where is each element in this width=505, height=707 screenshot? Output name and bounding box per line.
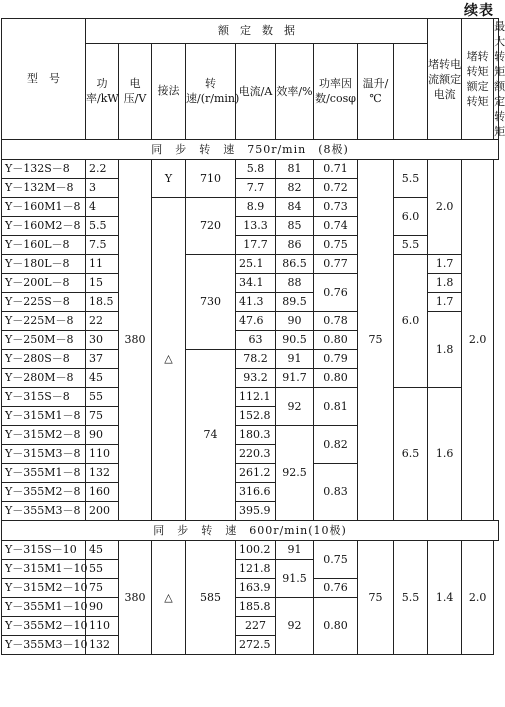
table-cell-efficiency: 89.5 [276, 293, 314, 312]
table-cell-efficiency: 92.5 [276, 426, 314, 521]
table-cell-power: 37 [86, 350, 119, 369]
table-cell-power: 110 [86, 617, 119, 636]
header-current: 电流/A [236, 43, 276, 139]
table-cell-power: 30 [86, 331, 119, 350]
table-cell-locked-current: 5.5 [394, 541, 428, 655]
header-power-factor: 功率因数/cosφ [314, 43, 358, 139]
header-voltage: 电压/V [119, 43, 152, 139]
table-cell-locked-current: 6.0 [394, 255, 428, 388]
table-cell-power: 160 [86, 483, 119, 502]
table-cell-efficiency: 91.5 [276, 560, 314, 598]
header-speed: 转速/(r/min) [186, 43, 236, 139]
table-cell-current: 7.7 [236, 179, 276, 198]
table-cell-pf: 0.78 [314, 312, 358, 331]
table-cell-pf: 0.76 [314, 579, 358, 598]
table-cell-power: 90 [86, 598, 119, 617]
table-cell-power: 75 [86, 407, 119, 426]
table-cell-current: 272.5 [236, 636, 276, 655]
table-cell-locked-torque: 1.7 [428, 255, 462, 274]
table-cell-connection: △ [152, 198, 186, 521]
table-cell-temp: 75 [358, 541, 394, 655]
table-cell-power: 132 [86, 464, 119, 483]
table-cell-pf: 0.73 [314, 198, 358, 217]
table-cell-power: 22 [86, 312, 119, 331]
table-cell-power: 75 [86, 579, 119, 598]
table-cell-locked-torque: 2.0 [428, 160, 462, 255]
table-cell-model: Y－160L－8 [2, 236, 86, 255]
table-cell-connection: Y [152, 160, 186, 198]
table-cell-efficiency: 90.5 [276, 331, 314, 350]
table-cell-current: 78.2 [236, 350, 276, 369]
table-cell-model: Y－132S－8 [2, 160, 86, 179]
table-cell-power: 45 [86, 541, 119, 560]
table-cell-current: 47.6 [236, 312, 276, 331]
table-cell-model: Y－315M2－8 [2, 426, 86, 445]
table-cell-current: 152.8 [236, 407, 276, 426]
table-cell-pf: 0.75 [314, 541, 358, 579]
section-600rpm: 同 步 转 速 600r/min(10极) [2, 521, 499, 541]
table-cell-power: 45 [86, 369, 119, 388]
table-cell-current: 8.9 [236, 198, 276, 217]
table-cell-efficiency: 90 [276, 312, 314, 331]
table-cell-power: 18.5 [86, 293, 119, 312]
header-efficiency: 效率/% [276, 43, 314, 139]
header-locked-torque: 堵转转矩额定转矩 [462, 19, 494, 140]
table-cell-current: 63 [236, 331, 276, 350]
table-cell-speed: 710 [186, 160, 236, 198]
table-cell-efficiency: 92 [276, 598, 314, 655]
motor-data-table [1, 18, 505, 655]
table-cell-power: 90 [86, 426, 119, 445]
table-cell-model: Y－250M－8 [2, 331, 86, 350]
table-cell-pf: 0.83 [314, 464, 358, 521]
table-cell-model: Y－355M2－10 [2, 617, 86, 636]
table-cell-efficiency: 82 [276, 179, 314, 198]
table-cell-current: 220.3 [236, 445, 276, 464]
table-cell-speed: 730 [186, 255, 236, 350]
table-cell-locked-torque: 1.4 [428, 541, 462, 655]
table-cell-model: Y－132M－8 [2, 179, 86, 198]
table-cell-model: Y－355M1－10 [2, 598, 86, 617]
table-cell-model: Y－180L－8 [2, 255, 86, 274]
header-locked-current: 堵转电流额定电流 [428, 19, 462, 140]
table-cell-pf: 0.81 [314, 388, 358, 426]
table-cell-model: Y－225S－8 [2, 293, 86, 312]
table-cell-efficiency: 92 [276, 388, 314, 426]
table-cell-voltage: 380 [119, 541, 152, 655]
header-max-torque: 最大转矩额定转矩 [494, 20, 505, 138]
table-cell-pf: 0.75 [314, 236, 358, 255]
header-power: 功率/kW [86, 43, 119, 139]
table-cell-power: 200 [86, 502, 119, 521]
table-cell-current: 261.2 [236, 464, 276, 483]
table-cell-power: 11 [86, 255, 119, 274]
table-cell-efficiency: 85 [276, 217, 314, 236]
table-cell-max-torque: 2.0 [462, 160, 494, 521]
table-cell-efficiency: 91.7 [276, 369, 314, 388]
table-cell-model: Y－315S－8 [2, 388, 86, 407]
table-cell-power: 15 [86, 274, 119, 293]
table-cell-locked-current: 6.0 [394, 198, 428, 236]
table-cell-locked-current: 5.5 [394, 236, 428, 255]
table-cell-current: 395.9 [236, 502, 276, 521]
table-cell-pf: 0.80 [314, 598, 358, 655]
table-cell-current: 180.3 [236, 426, 276, 445]
table-cell-efficiency: 91 [276, 350, 314, 369]
table-cell-model: Y－315M1－10 [2, 560, 86, 579]
header-model: 型 号 [2, 19, 86, 140]
table-cell-current: 185.8 [236, 598, 276, 617]
table-cell-power: 5.5 [86, 217, 119, 236]
table-cell-model: Y－355M1－8 [2, 464, 86, 483]
table-cell-locked-torque: 1.6 [428, 388, 462, 521]
table-cell-pf: 0.80 [314, 369, 358, 388]
table-cell-locked-current: 5.5 [394, 160, 428, 198]
table-cell-current: 17.7 [236, 236, 276, 255]
table-cell-model: Y－315M3－8 [2, 445, 86, 464]
table-cell-efficiency: 86.5 [276, 255, 314, 274]
table-cell-model: Y－280M－8 [2, 369, 86, 388]
table-cell-efficiency: 91 [276, 541, 314, 560]
table-cell-locked-current: 6.5 [394, 388, 428, 521]
table-cell-model: Y－160M2－8 [2, 217, 86, 236]
table-cell-pf: 0.74 [314, 217, 358, 236]
table-cell-power: 7.5 [86, 236, 119, 255]
table-cell-current: 34.1 [236, 274, 276, 293]
table-cell-model: Y－315S－10 [2, 541, 86, 560]
table-cell-current: 316.6 [236, 483, 276, 502]
table-cell-speed: 74 [186, 350, 236, 521]
table-cell-pf: 0.79 [314, 350, 358, 369]
table-cell-model: Y－355M3－8 [2, 502, 86, 521]
table-cell-locked-torque: 1.8 [428, 274, 462, 293]
section-750rpm: 同 步 转 速 750r/min (8极) [2, 140, 499, 160]
table-cell-pf: 0.82 [314, 426, 358, 464]
header-connection: 接法 [152, 43, 186, 139]
header-rated-data: 额 定 数 据 [86, 19, 428, 44]
table-cell-connection: △ [152, 541, 186, 655]
table-cell-temp: 75 [358, 160, 394, 521]
table-cell-voltage: 380 [119, 160, 152, 521]
table-cell-power: 55 [86, 388, 119, 407]
table-cell-model: Y－315M1－8 [2, 407, 86, 426]
table-cell-current: 25.1 [236, 255, 276, 274]
table-cell-locked-torque: 1.8 [428, 312, 462, 388]
table-cell-pf: 0.77 [314, 255, 358, 274]
table-cell-power: 3 [86, 179, 119, 198]
table-cell-pf: 0.71 [314, 160, 358, 179]
table-cell-current: 13.3 [236, 217, 276, 236]
table-cell-efficiency: 81 [276, 160, 314, 179]
table-cell-current: 163.9 [236, 579, 276, 598]
table-cell-power: 110 [86, 445, 119, 464]
table-cell-speed: 585 [186, 541, 236, 655]
table-cell-efficiency: 86 [276, 236, 314, 255]
table-cell-efficiency: 88 [276, 274, 314, 293]
table-cell-pf: 0.76 [314, 274, 358, 312]
table-cell-pf: 0.80 [314, 331, 358, 350]
header-temp-rise: 温升/℃ [358, 43, 394, 139]
table-caption: 续表 [464, 3, 494, 19]
table-cell-power: 55 [86, 560, 119, 579]
table-cell-model: Y－355M3－10 [2, 636, 86, 655]
table-cell-current: 100.2 [236, 541, 276, 560]
table-cell-model: Y－160M1－8 [2, 198, 86, 217]
table-cell-model: Y－200L－8 [2, 274, 86, 293]
table-cell-current: 5.8 [236, 160, 276, 179]
table-cell-power: 4 [86, 198, 119, 217]
table-cell-model: Y－225M－8 [2, 312, 86, 331]
table-cell-current: 121.8 [236, 560, 276, 579]
table-cell-current: 93.2 [236, 369, 276, 388]
table-cell-efficiency: 84 [276, 198, 314, 217]
table-cell-locked-torque: 1.7 [428, 293, 462, 312]
table-cell-current: 112.1 [236, 388, 276, 407]
table-cell-max-torque: 2.0 [462, 541, 494, 655]
table-cell-model: Y－355M2－8 [2, 483, 86, 502]
table-cell-pf: 0.72 [314, 179, 358, 198]
table-cell-model: Y－315M2－10 [2, 579, 86, 598]
table-cell-power: 2.2 [86, 160, 119, 179]
table-cell-power: 132 [86, 636, 119, 655]
table-cell-current: 227 [236, 617, 276, 636]
table-cell-model: Y－280S－8 [2, 350, 86, 369]
table-cell-current: 41.3 [236, 293, 276, 312]
table-cell-speed: 720 [186, 198, 236, 255]
